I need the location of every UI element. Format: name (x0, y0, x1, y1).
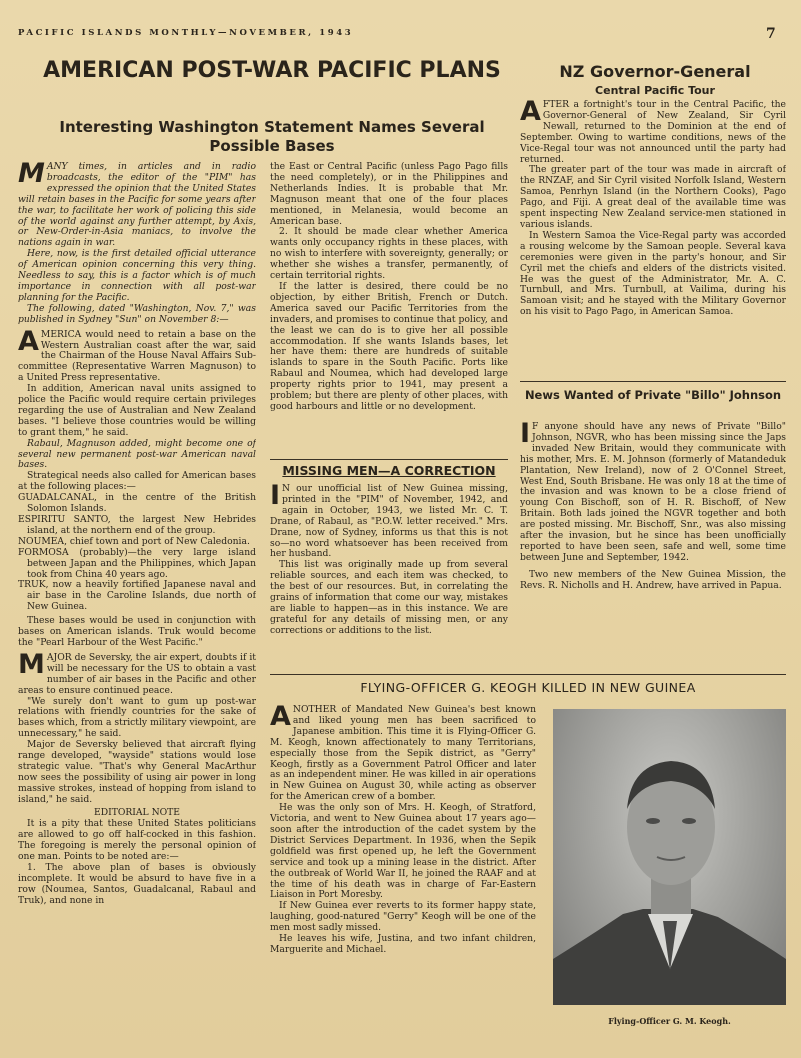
body-paragraph: The greater part of the tour was made in aircraft of the RNZAF, and Sir Cyril visited Norfolk Island, Western Samoa, Penrhyn Island (in the Northern Cooks), Pago Pago, and Fiji. A great deal of the available time was spent inspecting New Zealand service-men stationed in various islands. (520, 164, 786, 230)
body-paragraph: These bases would be used in conjunction with bases on American islands. Truk would become the "Pearl Harbour of the West Pacific." (18, 615, 256, 648)
body-paragraph: I F anyone should have any news of Private "Billo" Johnson, NGVR, who has been missing since the Japs invaded New Britain, would they communicate with his mother, Mrs. E. M. Johnson (formerly of Matandeduk Plantation, New Ireland), now of 2 O'Connel Street, West End, South Brisbane. He was only 18 at the time of the invasion and was known to be a close friend of young Con Bischoff, son of H. R. Bischoff, of New Britain. Both lads joined the NGVR together and both are posted missing. Mr. Bischoff, Snr., was also missing after the invasion, but he since has been unofficially reported to have been seen, safe and well, some time between June and September, 1942. (520, 422, 786, 563)
base-list-item: GUADALCANAL, in the centre of the British Solomon Islands. (18, 492, 256, 515)
body-paragraph: If New Guinea ever reverts to its former happy state, laughing, good-natured "Gerry" Keogh will be one of the men most sadly missed. (270, 900, 536, 934)
intro-paragraph: MANY times, in articles and in radio broadcasts, the editor of the "PIM" has expressed the opinion that the United States will retain bases in the Pacific for some years after the war, to facilitate her work of policing this side of the world against any further attempt, by Axis, or New-Order-in-Asia maniacs, to involve the nations again in war. (18, 162, 256, 249)
body-paragraph: the East or Central Pacific (unless Pago Pago fills the need completely), or in the Philippines and Netherlands Indies. It is probable that Mr. Magnuson meant that one of the four places mentioned, in Melanesia, would become an American base. (270, 162, 508, 227)
dropcap: A (18, 325, 39, 357)
billo-article (520, 422, 786, 662)
body-paragraph: AFTER a fortnight's tour in the Central Pacific, the Governor-General of New Zealand, Sir Cyril Newall, returned to the Dominion at the end of September. Owing to wartime conditions, news of the Vice-Regal tour was not announced until the party had returned. (520, 100, 786, 165)
divider (520, 381, 786, 382)
base-list-item: ESPIRITU SANTO, the largest New Hebrides island, at the northern end of the group. (18, 514, 256, 536)
body-paragraph: AMERICA would need to retain a base on the Western Australian coast after the war, said the Chairman of the House Naval Affairs Sub-committee (Representative Warren Magnuson) to a United Press representative. (18, 325, 256, 384)
body-paragraph: It is a pity that these United States politicians are allowed to go off half-cocked in this fashion. The foregoing is merely the personal opinion of one man. Points to be noted are:— (18, 818, 256, 863)
dropcap: A (270, 705, 291, 732)
body-paragraph: In addition, American naval units assigned to police the Pacific would require certain privileges regarding the use of Australian and New Zealand bases. "I believe those countries would be willing to grant them," he said. (18, 383, 256, 438)
body-paragraph: Rabaul, Magnuson added, might become one of several new permanent post-war American naval bases. (18, 437, 256, 471)
main-article-column-2 (270, 162, 508, 454)
body-paragraph: "We surely don't want to gum up post-war relations with friendly countries for the sake of bases which, from a strictly military viewpoint, are unnecessary," he said. (18, 695, 256, 740)
keogh-portrait-photo (553, 709, 786, 1005)
editorial-note-heading: EDITORIAL NOTE (94, 806, 180, 818)
page-number: 7 (766, 26, 776, 42)
divider (270, 674, 786, 675)
correction-article (270, 484, 508, 660)
billo-headline: News Wanted of Private "Billo" Johnson (524, 388, 782, 402)
body-paragraph: If the latter is desired, there could be no objection, by either British, French or Dutch. America saved our Pacific Territories from the invaders, and promises to continue that policy, and the least we can do is to give her all possible accommodation. If she wants Islands bases, let her have them: there are hundreds of suitable islands to spare in the South Pacific. Ports like Rabaul and Noumea, which had developed large property rights prior to 1941, may present a problem; but there are plenty of other places, with good harbours and little or no development. (270, 280, 508, 412)
dropcap: M (18, 162, 45, 189)
body-paragraph: Two new members of the New Guinea Mission, the Revs. R. Nicholls and H. Andrew, have arrived in Papua. (520, 568, 786, 591)
running-head: PACIFIC ISLANDS MONTHLY—NOVEMBER, 1943 (18, 28, 354, 38)
main-subheadline: Interesting Washington Statement Names Several Possible Bases (59, 118, 485, 155)
keogh-article (270, 705, 536, 1050)
body-paragraph: MAJOR de Seversky, the air expert, doubts if it will be necessary for the US to obtain a vast number of air bases in the Pacific and other areas to ensure continued peace. (18, 648, 256, 696)
keogh-headline: FLYING-OFFICER G. KEOGH KILLED IN NEW GUINEA (360, 680, 696, 695)
governor-headline: NZ Governor-General (559, 62, 751, 81)
dropcap: A (520, 100, 541, 127)
intro-paragraph: Here, now, is the first detailed official utterance of American opinion concerning this very thing. Needless to say, this is a factor which is of much importance in connection with all post-war planning for the Pacific. (18, 248, 256, 303)
dropcap: I (520, 422, 531, 449)
body-paragraph: He was the only son of Mrs. H. Keogh, of Stratford, Victoria, and went to New Guinea about 17 years ago—soon after the introduction of the cadet system by the District Services Department. In 1936, when the Sepik goldfield was first opened up, he left the Government service and took up a mining lease in the district. After the outbreak of World War II, he joined the RAAF and at the time of his death was in charge of Far-Eastern Liaison in Port Moresby. (270, 802, 536, 901)
divider (270, 459, 508, 460)
base-list-item: FORMOSA (probably)—the very large island between Japan and the Philippines, which Japan took from China 40 years ago. (18, 546, 256, 580)
body-paragraph: He leaves his wife, Justina, and two infant children, Marguerite and Michael. (270, 933, 536, 955)
body-paragraph: I N our unofficial list of New Guinea missing, printed in the "PIM" of November, 1942, and again in October, 1943, we listed Mr. C. T. Drane, of Rabaul, as "P.O.W. letter received." Mrs. Drane, now of Sydney, informs us that this is not so—no word whatsoever has been received from her husband. (270, 484, 508, 560)
governor-subheadline: Central Pacific Tour (595, 84, 715, 97)
governor-article (520, 100, 786, 376)
intro-paragraph: The following, dated "Washington, Nov. 7," was published in Sydney "Sun" on November 8:— (18, 302, 256, 325)
base-list-item: TRUK, now a heavily fortified Japanese naval and air base in the Caroline Islands, due north of New Guinea. (18, 579, 256, 613)
body-paragraph: ANOTHER of Mandated New Guinea's best known and liked young men has been sacrificed to Japanese ambition. This time it is Flying-Officer G. M. Keogh, known affectionately to many Territorians, especially those from the Sepik district, as "Gerry" Keogh, firstly as a Government Patrol Officer and later as an independent miner. He was killed in air operations in New Guinea on August 30, while acting as observer for the American crew of a bomber. (270, 705, 536, 803)
main-article-column-1 (18, 162, 256, 1042)
body-paragraph: This list was originally made up from several reliable sources, and each item was checked, to the best of our resources. But, in correlating the grains of information that come our way, mistakes are liable to happen—as in this instance. We are grateful for any details of missing men, or any corrections or additions to the list. (270, 559, 508, 636)
body-paragraph: Strategical needs also called for American bases at the following places:— (18, 470, 256, 493)
main-headline: AMERICAN POST-WAR PACIFIC PLANS (43, 58, 501, 83)
body-paragraph: 2. It should be made clear whether America wants only occupancy rights in these places, with no wish to interfere with sovereignty, generally; or whether she wishes a transfer, permanently, of certain territorial rights. (270, 226, 508, 282)
photo-caption: Flying-Officer G. M. Keogh. (608, 1016, 731, 1026)
correction-headline: MISSING MEN—A CORRECTION (282, 463, 496, 478)
dropcap: M (18, 648, 45, 680)
base-list-item: NOUMEA, chief town and port of New Caledonia. (18, 535, 250, 547)
body-paragraph: In Western Samoa the Vice-Regal party was accorded a rousing welcome by the Samoan people. Several kava ceremonies were given in the party's honour, and Sir Cyril met the chiefs and elders of the districts visited. He was the guest of the Administrator, Mr. A. C. Turnbull, and Mrs. Turnbull, at Vailima, during his Samoan visit; and he stayed with the Military Governor on his visit to Pago Pago, in American Samoa. (520, 229, 786, 318)
body-paragraph: Major de Seversky believed that aircraft flying range developed, "wayside" stations would lose strategic value. "That's why General MacArthur now sees the possibility of using air power in long massive strokes, instead of hopping from island to island," he said. (18, 739, 256, 805)
body-paragraph: 1. The above plan of bases is obviously incomplete. It would be absurd to have five in a row (Noumea, Santos, Guadalcanal, Rabaul and Truk), and none in (18, 862, 256, 906)
dropcap: I (270, 484, 281, 511)
